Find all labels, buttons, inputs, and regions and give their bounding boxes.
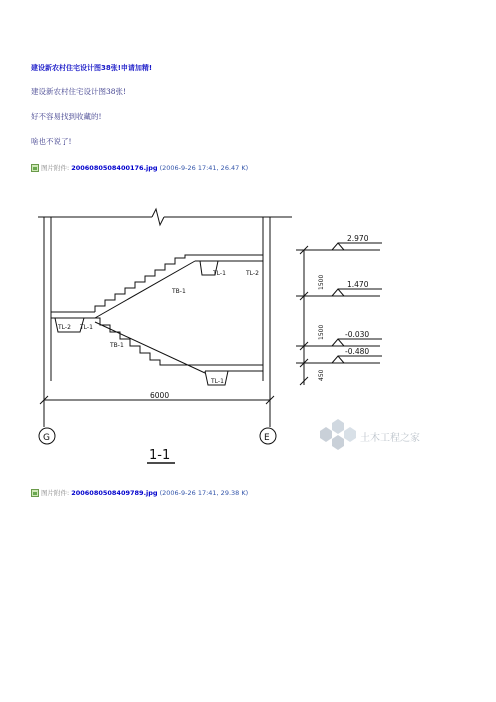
tag-tb-1-upper: TB-1: [172, 288, 186, 295]
tag-tl-2-upper: TL-2: [246, 270, 259, 277]
tag-tl-1-lower: TL-1: [80, 324, 93, 331]
section-label: 1-1: [149, 448, 171, 463]
tag-tb-1-lower: TB-1: [110, 342, 124, 349]
post-line-1: 建设新农村住宅设计图38张!: [31, 87, 127, 96]
image-thumbnail-icon: [31, 164, 39, 172]
watermark-text: 土木工程之家: [360, 433, 420, 444]
dimension-lower: 450: [318, 369, 325, 381]
attachment-meta: (2006-9-26 17:41, 29.38 K): [159, 488, 249, 497]
tag-tl-1-upper: TL-1: [213, 270, 226, 277]
axis-label-e: E: [264, 433, 270, 443]
tag-tl-2-lower: TL-2: [58, 324, 71, 331]
elevation-3: -0.030: [345, 330, 370, 339]
elevation-1: 2.970: [347, 234, 369, 243]
dimension-middle: 1500: [318, 324, 325, 340]
image-thumbnail-icon: [31, 489, 39, 497]
axis-label-g: G: [43, 433, 50, 443]
attachment-filename-link[interactable]: 2006080508400176.jpg: [71, 163, 158, 172]
attachment-2[interactable]: [31, 488, 248, 497]
attachment-label: 图片附件:: [41, 164, 70, 172]
watermark-logo: [320, 419, 420, 450]
post-line-2: 好不容易找到收藏的!: [31, 112, 102, 121]
stair-section-drawing[interactable]: [30, 195, 420, 485]
post-line-3: 啥也不说了!: [31, 137, 72, 146]
tag-tl-1-ground: TL-1: [211, 378, 224, 385]
elevation-2: 1.470: [347, 280, 369, 289]
dimension-upper: 1500: [318, 274, 325, 290]
elevation-4: -0.480: [345, 347, 370, 356]
attachment-label: 图片附件:: [41, 489, 70, 497]
post-title: 建设新农村住宅设计图38张!申请加精!: [31, 64, 153, 72]
attachment-1[interactable]: [31, 163, 248, 172]
dimension-span: 6000: [150, 391, 170, 400]
attachment-meta: (2006-9-26 17:41, 26.47 K): [159, 163, 249, 172]
attachment-filename-link[interactable]: 2006080508409789.jpg: [71, 488, 158, 497]
